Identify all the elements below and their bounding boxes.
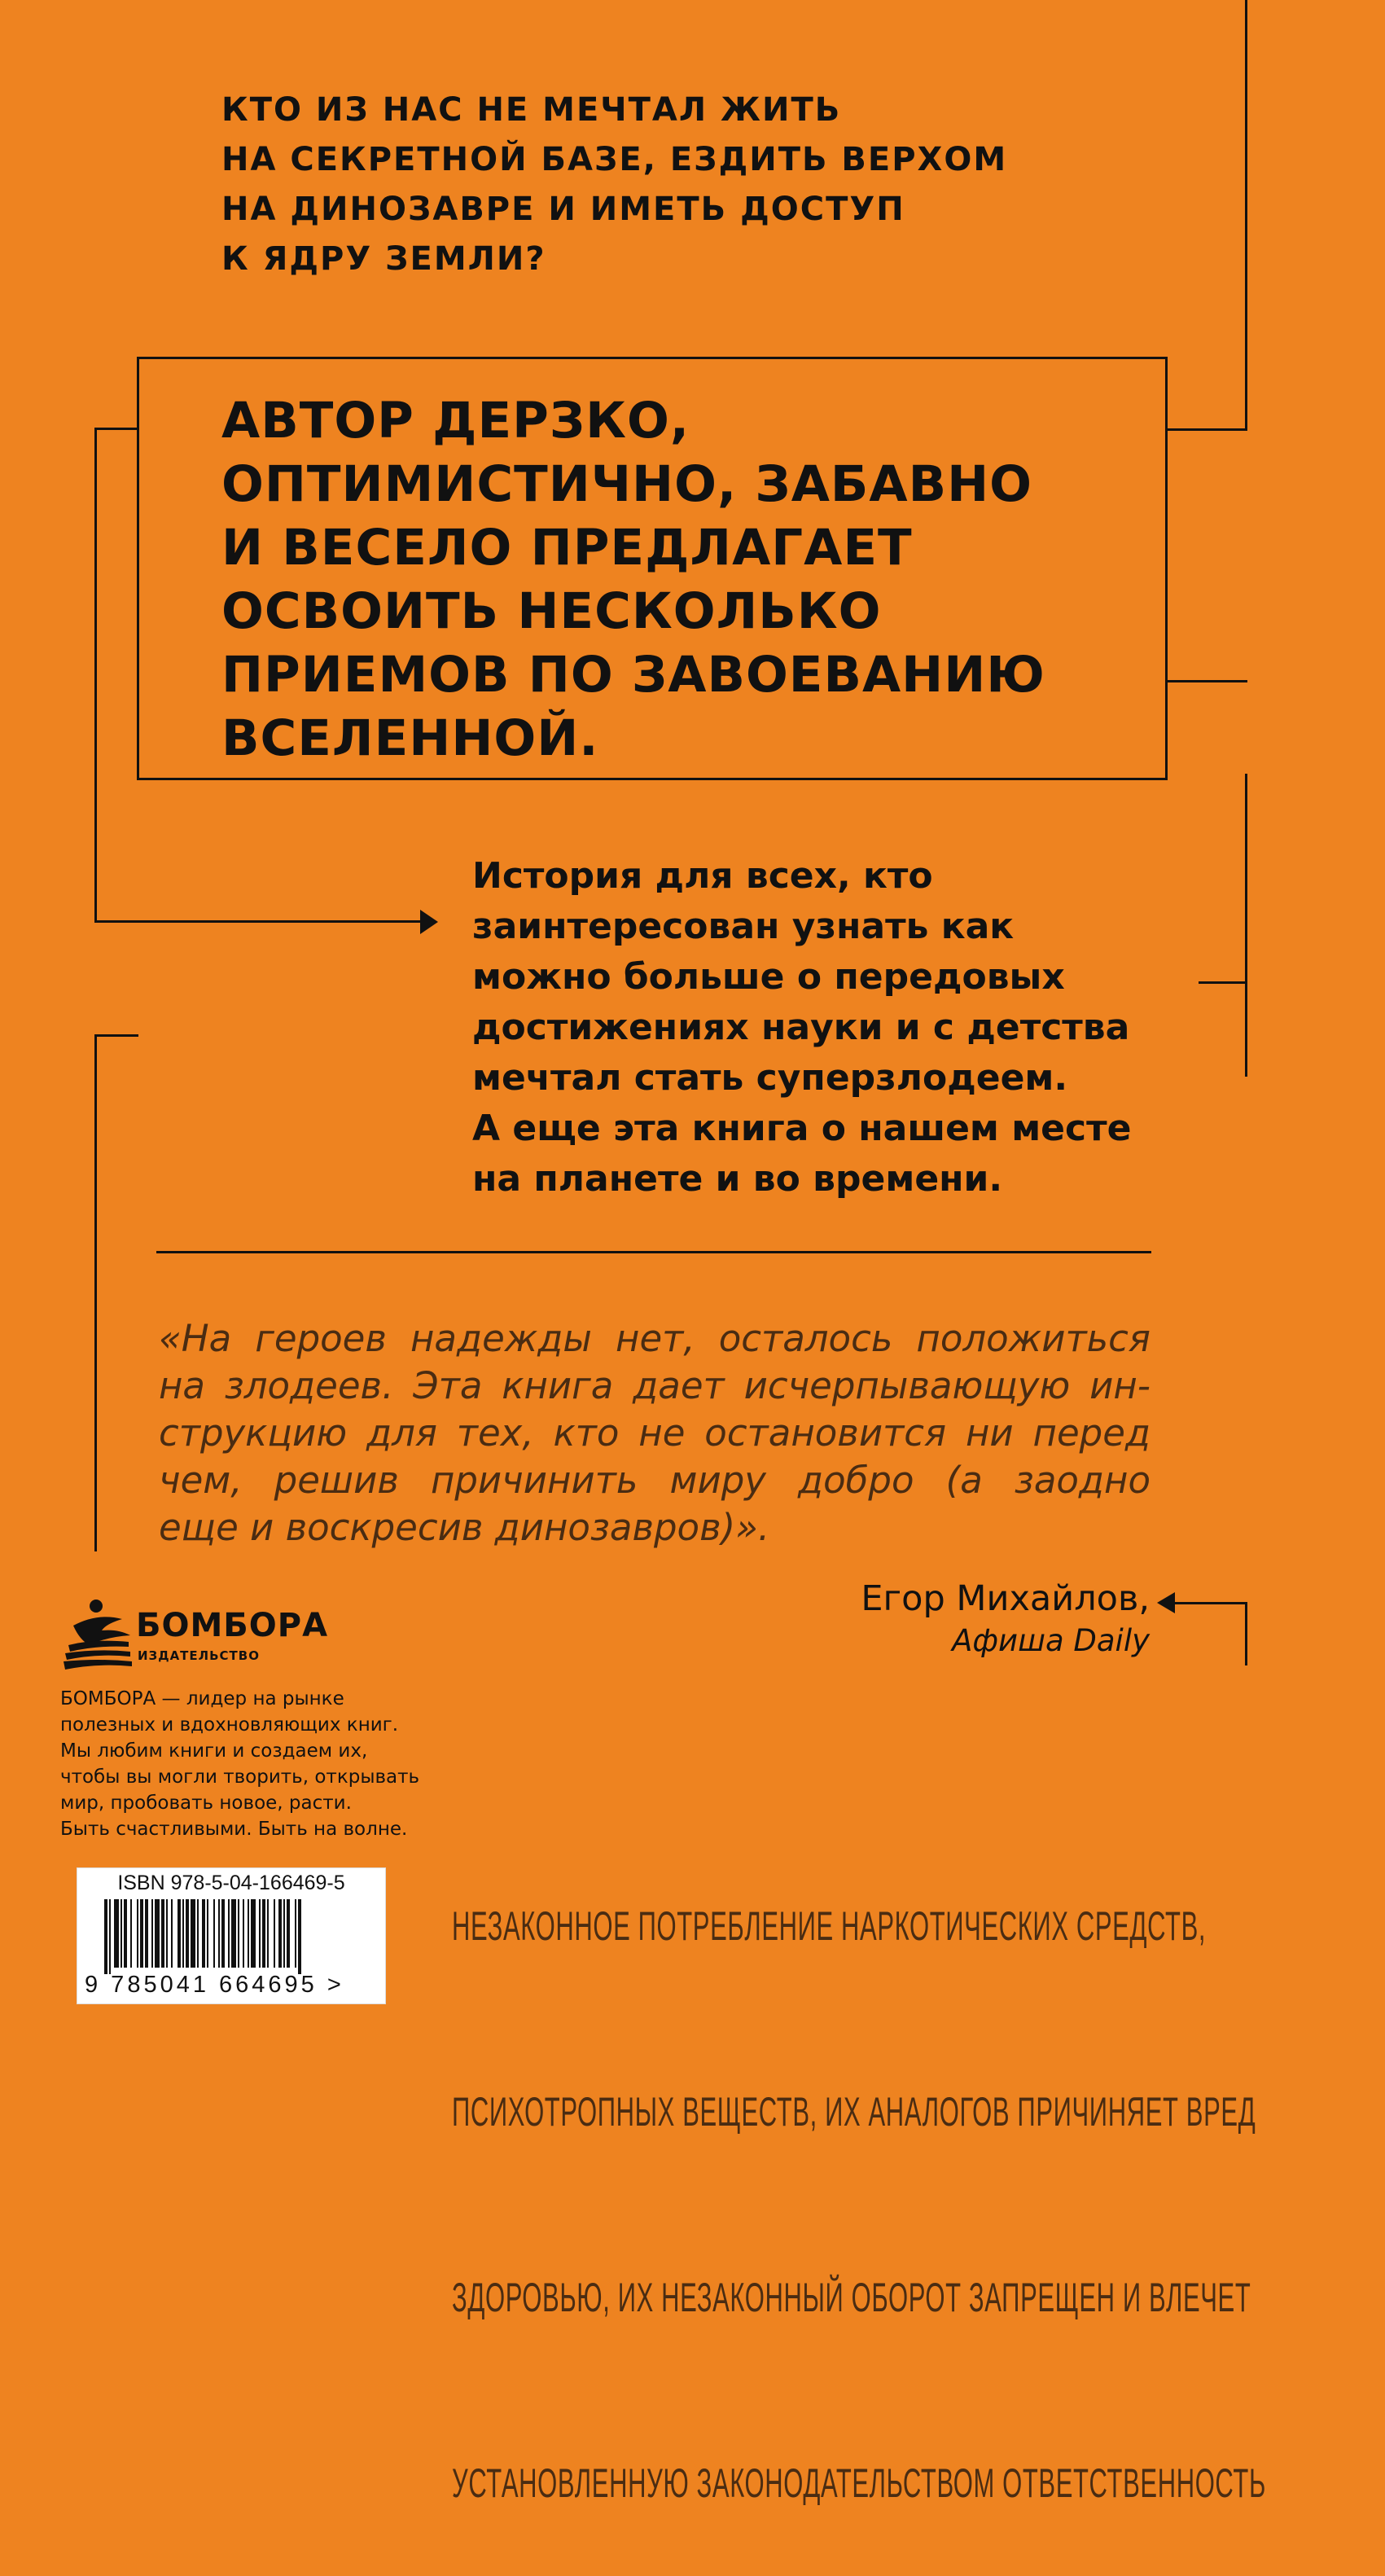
story-line: заинтересован узнать как xyxy=(472,906,1015,947)
connector-left-upper-tick xyxy=(94,428,138,430)
story-text xyxy=(472,851,1205,1205)
story-line: можно больше о передовых xyxy=(472,956,1065,998)
health-warning xyxy=(452,1771,1266,2576)
arrow-right-icon xyxy=(420,910,438,934)
intro-line: К ЯДРУ ЗЕМЛИ? xyxy=(221,240,546,278)
headline-line: ОПТИМИСТИЧНО, ЗАБАВНО xyxy=(221,455,1033,513)
headline-line: ВСЕЛЕННОЙ. xyxy=(221,709,599,767)
warning-line: НЕЗАКОННОЕ ПОТРЕБЛЕНИЕ НАРКОТИЧЕСКИХ СРЕДСТВ, xyxy=(452,1903,1207,1949)
connector-right-mid-tick2 xyxy=(1199,981,1247,984)
story-line: достижениях науки и с детства xyxy=(472,1007,1130,1048)
warning-line: ЗДОРОВЬЮ, ИХ НЕЗАКОННЫЙ ОБОРОТ ЗАПРЕЩЕН И ВЛЕЧЕТ xyxy=(452,2275,1251,2320)
connector-left-lower xyxy=(94,1034,97,1551)
headline-line: И ВЕСЕЛО ПРЕДЛАГАЕТ xyxy=(221,519,913,577)
warning-line: УСТАНОВЛЕННУЮ ЗАКОНОДАТЕЛЬСТВОМ ОТВЕТСТВЕННОСТЬ xyxy=(452,2460,1266,2506)
blurb-line: Мы любим книги и создаем их, xyxy=(60,1740,368,1762)
quote-source: Афиша Daily xyxy=(952,1623,1150,1658)
quote-line: струкцию для тех, кто не остановится ни перед xyxy=(159,1411,1151,1455)
story-line: на планете и во времени. xyxy=(472,1158,1003,1200)
connector-right-mid xyxy=(1245,774,1247,1077)
connector-left-arrow-line xyxy=(94,920,423,923)
barcode-icon xyxy=(101,1899,370,1974)
intro-line: КТО ИЗ НАС НЕ МЕЧТАЛ ЖИТЬ xyxy=(221,91,842,129)
quote-author: Егор Михайлов, xyxy=(861,1578,1150,1619)
blurb-line: полезных и вдохновляющих книг. xyxy=(60,1714,399,1736)
blurb-line: мир, пробовать новое, расти. xyxy=(60,1793,352,1814)
connector-left-upper xyxy=(94,428,97,923)
quote-line: на злодеев. Эта книга дает исчерпывающую ин- xyxy=(159,1364,1151,1407)
blurb-line: БОМБОРА — лидер на рынке xyxy=(60,1688,344,1709)
headline-line: АВТОР ДЕРЗКО, xyxy=(221,392,690,450)
intro-text xyxy=(221,86,1158,284)
publisher-blurb xyxy=(60,1686,443,1842)
intro-line: НА СЕКРЕТНОЙ БАЗЕ, ЕЗДИТЬ ВЕРХОМ xyxy=(221,141,1008,178)
publisher-subtitle: ИЗДАТЕЛЬСТВО xyxy=(138,1648,260,1663)
story-line: А еще эта книга о нашем месте xyxy=(472,1108,1132,1149)
headline-text xyxy=(221,389,1142,770)
intro-line: НА ДИНОЗАВРЕ И ИМЕТЬ ДОСТУП xyxy=(221,191,905,228)
connector-right-bottom xyxy=(1245,1602,1247,1665)
connector-right-mid-tick xyxy=(1168,680,1247,682)
connector-right-top-tick xyxy=(1168,428,1247,431)
story-line: История для всех, кто xyxy=(472,855,933,897)
blurb-line: чтобы вы могли творить, открывать xyxy=(60,1766,420,1788)
connector-right-top xyxy=(1245,0,1247,430)
quote-line: еще и воскресив динозавров)». xyxy=(159,1506,770,1549)
isbn-label: ISBN 978-5-04-166469-5 xyxy=(117,1872,345,1894)
connector-left-lower-tick xyxy=(94,1034,138,1037)
barcode-digits: 9 785041 664695 > xyxy=(85,1972,344,1998)
blurb-line: Быть счастливыми. Быть на волне. xyxy=(60,1819,408,1840)
review-quote xyxy=(159,1315,1151,1551)
headline-line: ПРИЕМОВ ПО ЗАВОЕВАНИЮ xyxy=(221,646,1045,704)
connector-right-bottom-arrow-line xyxy=(1172,1602,1247,1604)
quote-line: «На героев надежды нет, осталось положиться xyxy=(159,1317,1151,1360)
quote-line: чем, решив причинить миру добро (а заодно xyxy=(159,1459,1151,1502)
headline-line: ОСВОИТЬ НЕСКОЛЬКО xyxy=(221,582,882,640)
arrow-left-icon xyxy=(1157,1592,1175,1613)
story-line: мечтал стать суперзлодеем. xyxy=(472,1057,1068,1099)
divider xyxy=(156,1251,1151,1253)
publisher-name: БОМБОРА xyxy=(136,1607,329,1644)
warning-line: ПСИХОТРОПНЫХ ВЕЩЕСТВ, ИХ АНАЛОГОВ ПРИЧИНЯЕТ ВРЕД xyxy=(452,2089,1256,2135)
